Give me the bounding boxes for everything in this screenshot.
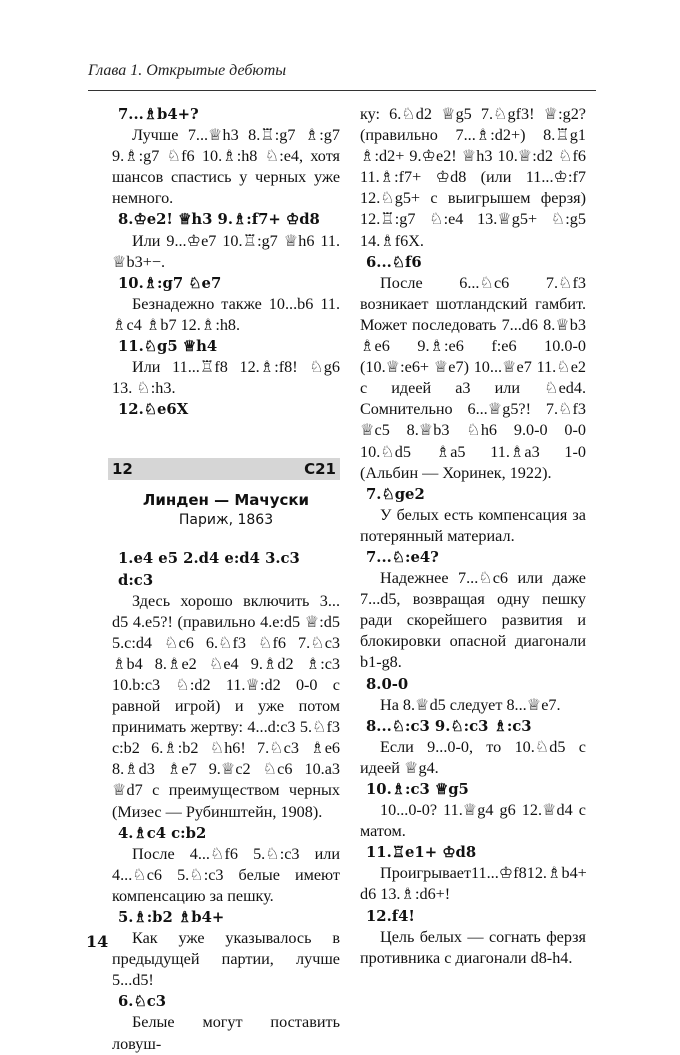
- left-column-commentary: [112, 104, 340, 420]
- move-line: 6.♘c3: [118, 993, 167, 1011]
- commentary-paragraph: Здесь хорошо включить 3... d5 4.e5?! (правильно 4.e:d5 ♕:d5 5.c:d4 ♘c6 6.♘f3 ♘f6 7.♘c3 ♗b4 8.♗e2 ♘e4 9.♗d2 ♗:c3 10.b:c3 ♘:d2 11.♕:d2 0-0 с равной игрой) и уже потом принимать жертву: 4...d:c3 5.♘f3 c:b2 6.♗:b2 ♘h6! 7.♘c3 ♗e6 8.♗d3 ♗e7 9.♕c2 ♘c6 10.a3 ♕d7 с преимуществом черных (Мизес — Рубинштейн, 1908).: [112, 591, 340, 821]
- commentary-paragraph: Белые могут поставить ловуш-: [112, 1013, 340, 1053]
- eco-code: C21: [304, 459, 336, 478]
- move-line: 5.♗:b2 ♗b4+: [118, 909, 225, 926]
- commentary-paragraph: На 8.♕d5 следует 8...♕e7.: [380, 695, 561, 714]
- commentary-paragraph: Если 9...0-0, то 10.♘d5 с идеей ♕g4.: [360, 737, 586, 777]
- commentary-paragraph: Надежнее 7...♘c6 или даже 7...d5, возвращая одну пешку ради скорейшего развития и блокировки опасной диагонали b1-g8.: [360, 569, 586, 672]
- commentary-paragraph: Проигрывает11...♔f812.♗b4+ d6 13.♗:d6+!: [360, 864, 587, 904]
- commentary-paragraph: ку: 6.♘d2 ♕g5 7.♘gf3! ♕:g2? (правильно 7...♗:d2+) 8.♖g1 ♗:d2+ 9.♔e2! ♕h3 10.♕:d2 ♘f6 11.♗:f7+ ♔d8 (или 11...♔:f7 12.♘g5+ с выигрышем ферзя) 12.♖:g7 ♘:e4 13.♕g5+ ♘:g5 14.♗f6X.: [360, 105, 586, 250]
- commentary-paragraph: У белых есть компенсация за потерянный материал.: [360, 505, 586, 545]
- left-column: [112, 104, 340, 1055]
- commentary-paragraph: После 4...♘f6 5.♘:c3 или 4...♘c6 5.♘:c3 белые имеют компенсацию за пешку.: [112, 844, 340, 905]
- move-line: 10.♗:g7 ♘e7: [118, 274, 222, 292]
- move-line: 10.♗:c3 ♕g5: [366, 781, 469, 798]
- move-line: 1.e4 e5 2.d4 e:d4 3.c3 d:c3: [118, 550, 300, 589]
- commentary-paragraph: Безнадежно также 10...b6 11. ♗c4 ♗b7 12.♗:h8.: [112, 294, 340, 334]
- header-rule: [88, 90, 596, 91]
- commentary-paragraph: Цель белых — согнать ферзя противника с диагонали d8-h4.: [360, 927, 586, 967]
- commentary-paragraph: Или 9...♔e7 10.♖:g7 ♕h6 11. ♕b3+−.: [112, 231, 340, 271]
- game-players: Линден — Мачуски: [142, 491, 310, 510]
- move-line: 12.♘e6X: [118, 401, 189, 419]
- move-line: 8.♔e2! ♕h3 9.♗:f7+ ♔d8: [118, 211, 320, 229]
- right-column: [360, 104, 586, 969]
- move-line: 7.♘ge2: [366, 485, 425, 503]
- commentary-paragraph: Или 11...♖f8 12.♗:f8! ♘g6 13. ♘:h3.: [112, 358, 340, 398]
- right-column-game-text: [360, 104, 586, 969]
- game-header-bar: [108, 458, 340, 480]
- commentary-paragraph: Как уже указывалось в предыдущей партии, лучше 5...d5!: [112, 929, 340, 990]
- move-line: 7...♗b4+?: [118, 106, 199, 123]
- chapter-header: Глава 1. Открытые дебюты: [88, 62, 287, 79]
- move-line: 4.♗c4 c:b2: [118, 824, 207, 842]
- move-line: 11.♘g5 ♕h4: [118, 338, 218, 356]
- section-gap: [112, 420, 340, 458]
- commentary-paragraph: После 6...♘c6 7.♘f3 возникает шотландский гамбит. Может последовать 7...d6 8.♕b3 ♗e6 9.♗:e6 f:e6 10.0-0 (10.♕:e6+ ♕e7) 10...♕e7 11.♘e2 с идеей a3 или ♘ed4. Сомнительно 6...♕g5?! 7.♘f3 ♕c5 8.♕b3 ♘h6 9.0-0 0-0 10.♘d5 ♗a5 11.♗a3 1-0 (Альбин — Хоринек, 1922).: [360, 273, 586, 482]
- page-number: 14: [86, 932, 109, 951]
- move-line: 6...♘f6: [366, 253, 422, 271]
- game-place: Париж, 1863: [178, 512, 274, 529]
- game-number: 12: [112, 459, 133, 478]
- move-line: 8...♘:c3 9.♘:c3 ♗:c3: [366, 717, 532, 735]
- move-line: 7...♘:e4?: [366, 548, 439, 566]
- move-line: 11.♖e1+ ♔d8: [366, 844, 477, 862]
- left-column-game-text: [112, 548, 340, 1054]
- commentary-paragraph: Лучше 7...♕h3 8.♖:g7 ♗:g7 9.♗:g7 ♘f6 10.♗:h8 ♘:e4, хотя шансов спастись у черных уже немного.: [112, 126, 340, 208]
- commentary-paragraph: 10...0-0? 11.♕g4 g6 12.♕d4 с матом.: [360, 801, 586, 841]
- move-line: 8.0-0: [366, 675, 409, 693]
- move-line: 12.f4!: [366, 907, 415, 925]
